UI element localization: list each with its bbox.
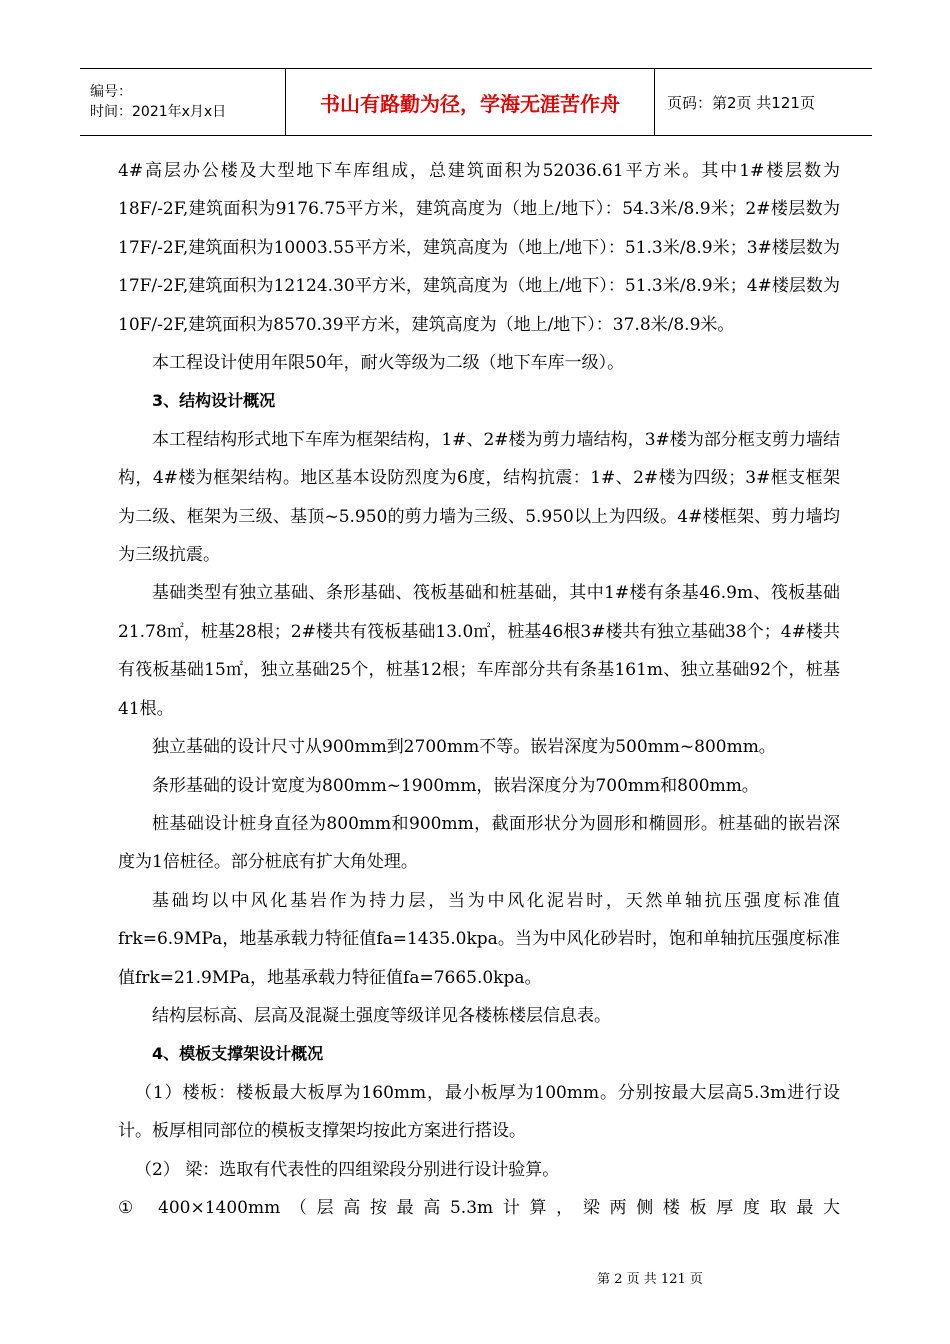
paragraph-floor-info: 结构层标高、层高及混凝土强度等级详见各楼栋楼层信息表。 [152, 1005, 611, 1026]
paragraph-service-life: 本工程设计使用年限50年，耐火等级为二级（地下车库一级）。 [152, 353, 625, 374]
paragraph-beam-section: ① 400×1400mm（层高按最高5.3m计算，梁两侧楼板厚度取最大 [118, 1197, 840, 1218]
paragraph-slab: （1）楼板：楼板最大板厚为160mm，最小板厚为100mm。分别按最大层高5.3m进行设计。板厚相同部位的模板支撑架均按此方案进行搭设。 [118, 1082, 840, 1142]
header-motto [285, 69, 655, 135]
paragraph-pile-foundation: 桩基础设计桩身直径为800mm和900mm，截面形状分为圆形和椭圆形。桩基础的嵌岩深度为1倍桩径。部分桩底有扩大角处理。 [118, 813, 840, 873]
document-body [118, 152, 840, 1227]
paragraph-building-overview: 4#高层办公楼及大型地下车库组成，总建筑面积为52036.61平方米。其中1#楼层数为18F/-2F,建筑面积为9176.75平方米，建筑高度为（地上/地下）：54.3米/8.9米；2#楼层数为17F/-2F,建筑面积为10003.55平方米，建筑高度为（地上/地下）：51.3米/8.9米；3#楼层数为17F/-2F,建筑面积为12124.30平方米，建筑高度为（地上/地下）：51.3米/8.9米；4#楼层数为10F/-2F,建筑面积为8570.39平方米，建筑高度为（地上/地下）：37.8米/8.9米。 [118, 161, 840, 335]
header-page-number: 页码：第2页 共121页 [667, 93, 815, 112]
paragraph-beam: （2） 梁：选取有代表性的四组梁段分别进行设计验算。 [135, 1159, 560, 1180]
heading-formwork-design: 4、模板支撑架设计概况 [152, 1044, 324, 1064]
paragraph-foundation-types: 基础类型有独立基础、条形基础、筏板基础和桩基础，其中1#楼有条基46.9m、筏板基础21.78㎡，桩基28根；2#楼共有筏板基础13.0㎡，桩基46根3#楼共有独立基础38个；4#楼共有筏板基础15㎡，独立基础25个，桩基12根；车库部分共有条基161m、独立基础92个，桩基41根。 [118, 583, 840, 719]
header-page [655, 69, 872, 135]
doc-number: 编号： [90, 84, 132, 100]
page-footer [0, 1268, 950, 1287]
paragraph-structure-type: 本工程结构形式地下车库为框架结构，1#、2#楼为剪力墙结构，3#楼为部分框支剪力墙结构，4#楼为框架结构。地区基本设防烈度为6度，结构抗震：1#、2#楼为四级；3#框支框架为二级、框架为三级、基顶~5.950的剪力墙为三级、5.950以上为四级。4#楼框架、剪力墙均为三级抗震。 [118, 429, 840, 566]
footer-page-number: 第 2 页 共 121 页 [597, 1272, 703, 1287]
heading-structure-design: 3、结构设计概况 [152, 391, 276, 411]
paragraph-bearing-layer: 基础均以中风化基岩作为持力层，当为中风化泥岩时，天然单轴抗压强度标准值frk=6.9MPa，地基承载力特征值fa=1435.0kpa。当为中风化砂岩时，饱和单轴抗压强度标准值frk=21.9MPa，地基承载力特征值fa=7665.0kpa。 [118, 890, 840, 988]
page-header [80, 68, 872, 136]
paragraph-strip-foundation: 条形基础的设计宽度为800mm~1900mm，嵌岩深度分为700mm和800mm。 [152, 775, 759, 796]
paragraph-isolated-foundation: 独立基础的设计尺寸从900mm到2700mm不等。嵌岩深度为500mm~800mm。 [152, 737, 776, 758]
header-left [80, 69, 285, 135]
motto-text: 书山有路勤为径，学海无涯苦作舟 [320, 91, 620, 116]
doc-time: 时间：2021年x月x日 [90, 104, 227, 120]
